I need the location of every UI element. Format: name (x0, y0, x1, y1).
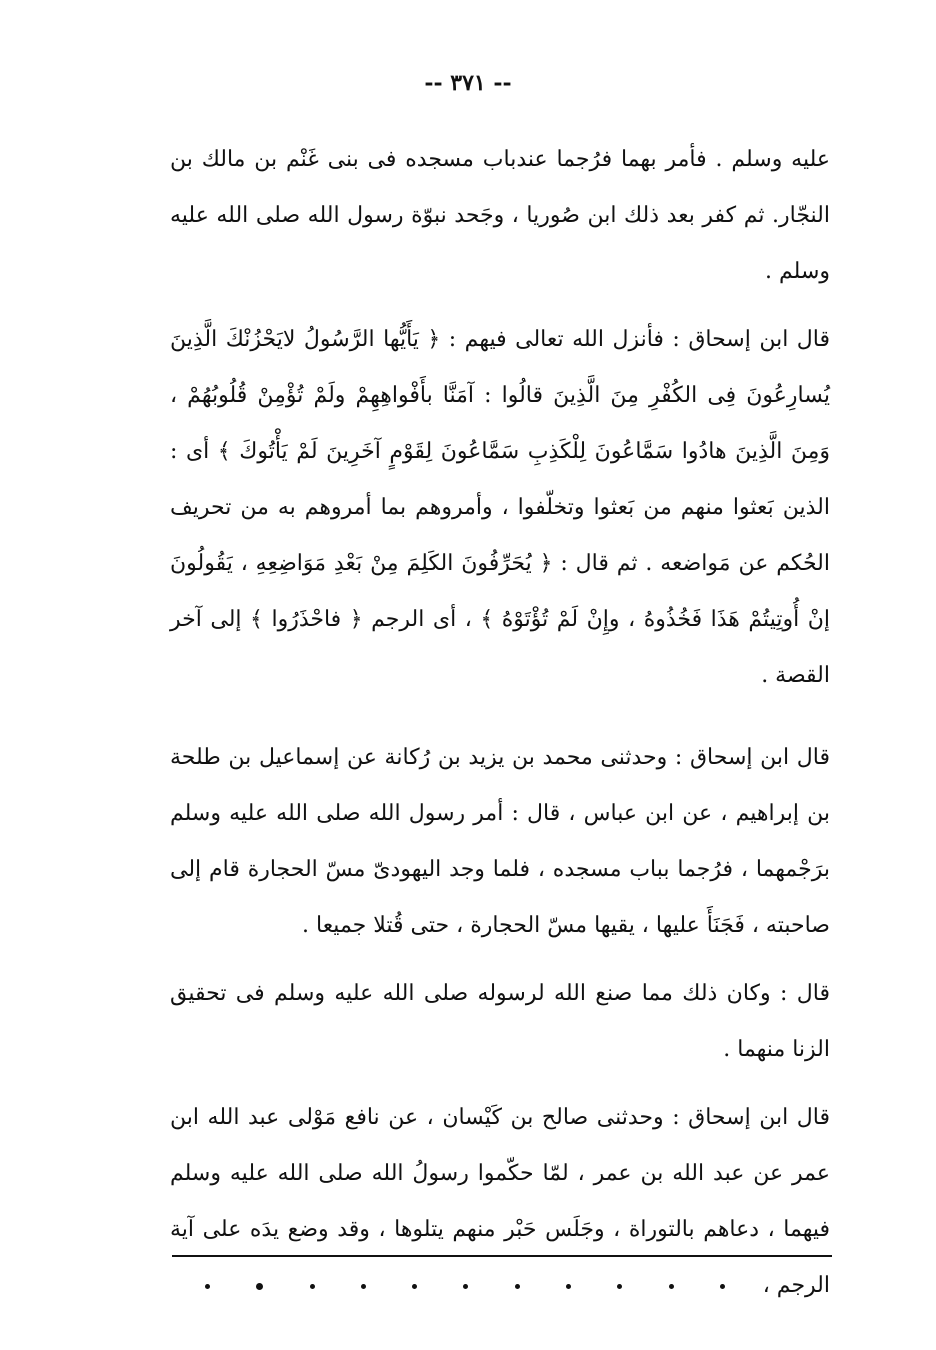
footer-dot (463, 1284, 468, 1289)
paragraph-1: عليه وسلم . فأمر بهما فرُجما عندباب مسجده فى بنى غَنْم بن مالك بن النجّار. ثم كفر بعد ذلك ابن صُوريا ، وجَحد نبوّة رسول الله صلى الله عليه وسلم . (170, 147, 830, 284)
page-body (170, 132, 830, 1314)
footer-dot (310, 1284, 315, 1289)
paragraph-3: قال ابن إسحاق : وحدثنى محمد بن يزيد بن رُكانة عن إسماعيل بن طلحة بن إبراهيم ، عن ابن عباس ، قال : أمر رسول الله صلى الله عليه وسلم برَجْمهما ، فرُجما بباب مسجده ، فلما وجد اليهودىّ مسّ الحجارة قام إلى صاحبته ، فَجَنَأَ عليها ، يقيها مسّ الحجارة ، حتى قُتلا جميعا . (170, 745, 830, 938)
paragraph-5: قال ابن إسحاق : وحدثنى صالح بن كَيْسان ، عن نافع مَوْلى عبد الله ابن عمر عن عبد الله بن عمر ، لمّا حكّموا رسولُ الله صلى الله عليه وسلم فيهما ، دعاهم بالتوراة ، وجَلَس حَبْر منهم يتلوها ، وقد وضع يدَه على آية الرجم ، (170, 1105, 830, 1298)
footer-dot (515, 1284, 520, 1289)
footer-rule (172, 1255, 832, 1257)
paragraph-2: قال ابن إسحاق : فأنزل الله تعالى فيهم : ﴿ يَأَيُّها الرَّسُولُ لايَحْزُنْكَ الَّذِينَ يُسارِعُونَ فِى الكُفْرِ مِنَ الَّذِينَ قالُوا : آمَنَّا بأَفْواهِهِمْ ولَمْ تُؤْمِنْ قُلُوبُهُمْ ، وَمِنَ الَّذِينَ هادُوا سَمَّاعُونَ لِلْكَذِبِ سَمَّاعُونَ لِقَوْمٍ آخَرِينَ لَمْ يَأْتُوكَ ﴾ أى : الذين بَعثوا منهم من بَعثوا وتخلّفوا ، وأمروهم بما أمروهم به من تحريف الحُكم عن مَواضعه . ثم قال : ﴿ يُحَرِّفُونَ الكَلِمَ مِنْ بَعْدِ مَوَاضِعِهِ ، يَقُولُونَ إنْ أُوتِيتُمْ هَذَا فَخُذُوهُ ، وإِنْ لَمْ تُؤْتَوْهُ ﴾ ، أى الرجم ﴿ فاحْذَرُوا ﴾ إلى آخر القصة . (170, 327, 830, 688)
footer-dot (669, 1284, 674, 1289)
footer-dot (205, 1284, 210, 1289)
footer-dot (566, 1284, 571, 1289)
page-number: -- ٣٧١ -- (424, 70, 512, 96)
footer-dot (412, 1284, 417, 1289)
footer-dot (617, 1284, 622, 1289)
paragraph-4: قال : وكان ذلك مما صنع الله لرسوله صلى الله عليه وسلم فى تحقيق الزنا منهما . (170, 981, 830, 1062)
footer-dot (720, 1284, 725, 1289)
footer-dot (256, 1283, 263, 1290)
footer-dot-row (205, 1280, 725, 1292)
footer-dot (361, 1284, 366, 1289)
